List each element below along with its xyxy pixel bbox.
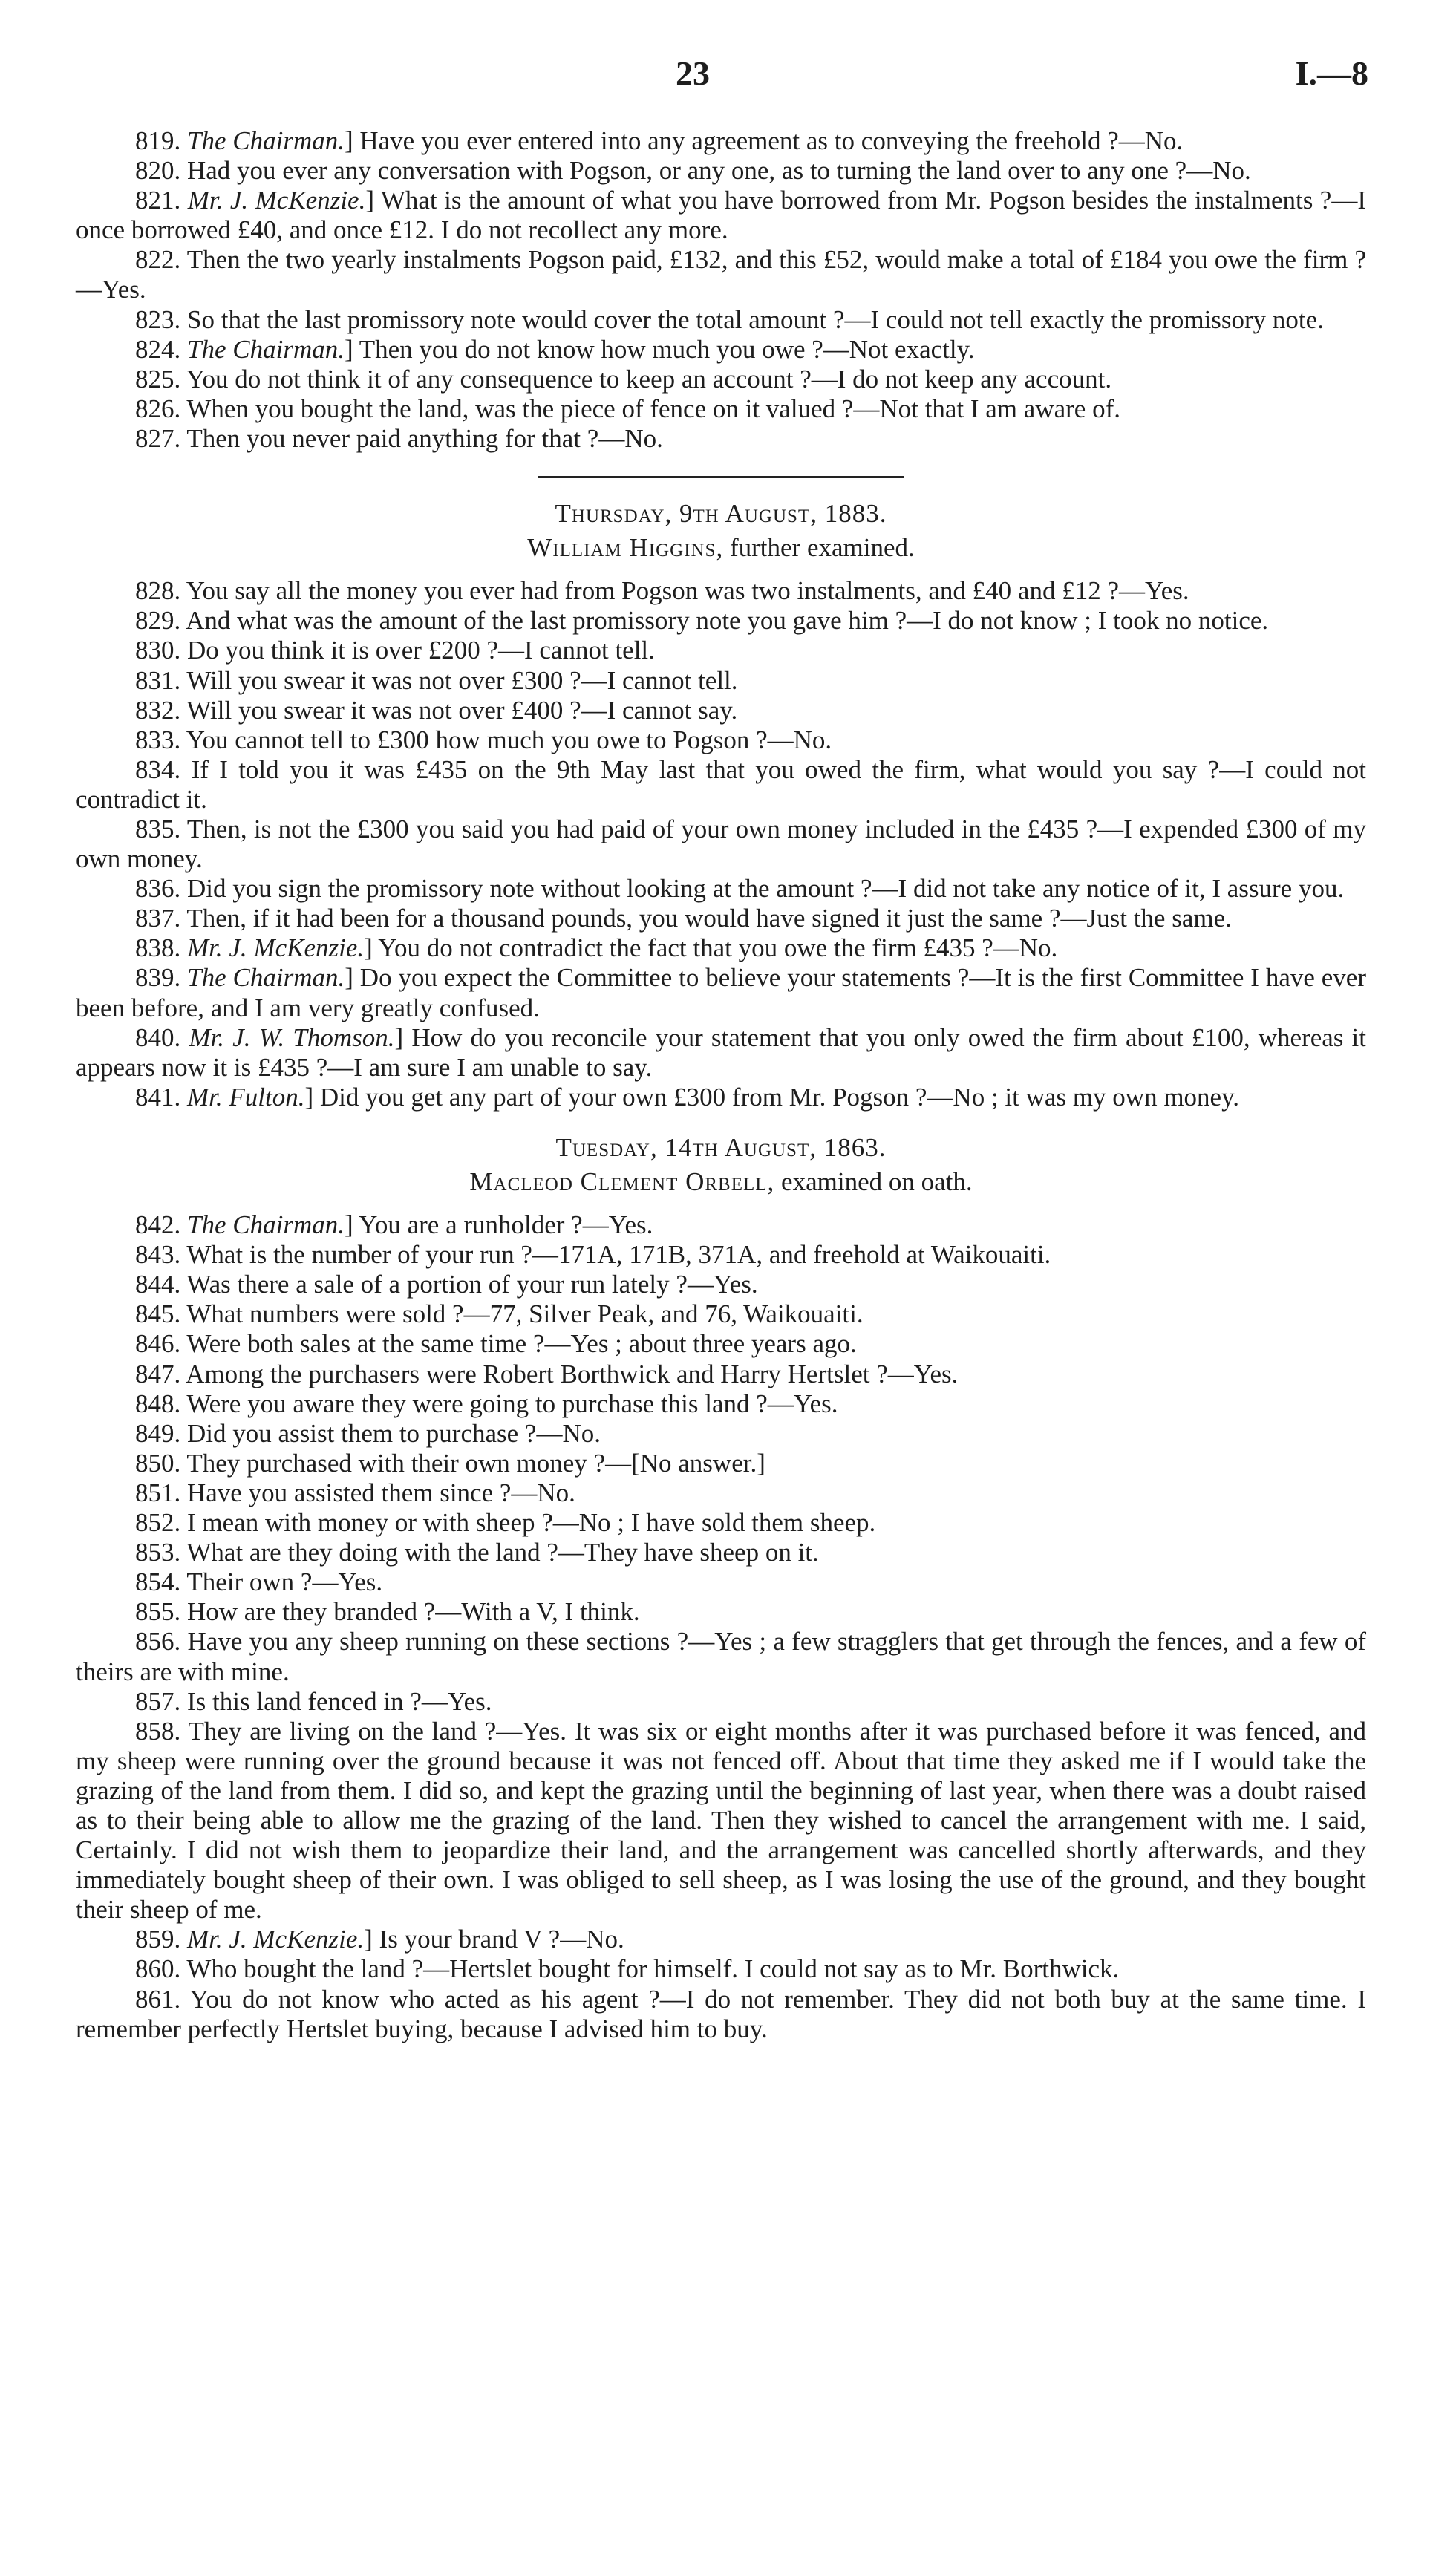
question-answer: 844. Was there a sale of a portion of your run lately ?—Yes. (135, 1270, 758, 1299)
question-answer: 838. Mr. J. McKenzie.] You do not contradict the fact that you owe the firm £435 ?—No. (135, 933, 1058, 963)
question-answer: 850. They purchased with their own money ?—[No answer.] (135, 1448, 765, 1478)
question-answer: 826. When you bought the land, was the piece of fence on it valued ?—Not that I am aware of. (135, 394, 1120, 423)
speaker: Mr. Fulton. (187, 1082, 305, 1112)
speaker: The Chairman. (187, 1210, 345, 1240)
page-number: 23 (676, 54, 710, 92)
question-answer: 835. Then, is not the £300 you said you had paid of your own money included in the £435 ?—I expended £300 of my own money. (76, 814, 1366, 874)
question-answer: 820. Had you ever any conversation with Pogson, or any one, as to turning the land over to any one ?—No. (135, 156, 1251, 186)
sitting-date-tuesday: Tuesday, 14th August, 1863. (555, 1132, 887, 1162)
question-answer: 823. So that the last promissory note would cover the total amount ?—I could not tell exactly the promissory note. (135, 304, 1324, 334)
question-answer: 839. The Chairman.] Do you expect the Committee to believe your statements ?—It is the first Committee I have ever been before, and I am very greatly confused. (76, 963, 1366, 1022)
question-answer: 837. Then, if it had been for a thousand pounds, you would have signed it just the same ?—Just the same. (135, 904, 1232, 933)
speaker: Mr. J. McKenzie. (187, 933, 365, 963)
question-answer: 859. Mr. J. McKenzie.] Is your brand V ?—No. (135, 1925, 624, 1954)
speaker: The Chairman. (187, 126, 345, 155)
questions-block-2 (76, 576, 1366, 1112)
question-answer: 849. Did you assist them to purchase ?—No. (135, 1418, 601, 1448)
speaker: Mr. J. McKenzie. (187, 1925, 365, 1954)
witness-heading-orbell (76, 1167, 1366, 1197)
question-answer: 831. Will you swear it was not over £300 ?—I cannot tell. (135, 665, 738, 695)
question-answer: 860. Who bought the land ?—Hertslet bought for himself. I could not say as to Mr. Borthwick. (135, 1954, 1120, 1984)
question-answer: 858. They are living on the land ?—Yes. It was six or eight months after it was purchased before it was fenced, and my sheep were running over the ground because it was not fenced off. About that time they asked me if I would take the grazing of the land from them. I did so, and kept the grazing until the beginning of last year, when there was a doubt raised as to their being able to allow me the grazing of the land. Then they wished to cancel the arrangement with me. I said, Certainly. I did not wish them to jeopardize their land, and the arrangement was cancelled shortly afterwards, and they immediately bought sheep of their own. I was obliged to sell sheep, as I was losing the use of the ground, and they bought their sheep of me. (76, 1716, 1366, 1925)
question-answer: 854. Their own ?—Yes. (135, 1567, 383, 1597)
question-answer: 847. Among the purchasers were Robert Borthwick and Harry Hertslet ?—Yes. (135, 1359, 959, 1388)
question-answer: 841. Mr. Fulton.] Did you get any part of your own £300 from Mr. Pogson ?—No ; it was my own money. (135, 1082, 1240, 1112)
question-answer: 825. You do not think it of any consequence to keep an account ?—I do not keep any account. (135, 364, 1112, 394)
question-answer: 819. The Chairman.] Have you ever entered into any agreement as to conveying the freehold ?—No. (135, 126, 1184, 155)
question-answer: 830. Do you think it is over £200 ?—I cannot tell. (135, 636, 655, 665)
question-answer: 833. You cannot tell to £300 how much you owe to Pogson ?—No. (135, 725, 832, 754)
question-answer: 853. What are they doing with the land ?—They have sheep on it. (135, 1538, 819, 1567)
question-answer: 840. Mr. J. W. Thomson.] How do you reconcile your statement that you only owed the firm about £100, whereas it appears now it is £435 ?—I am sure I am unable to say. (76, 1022, 1367, 1082)
question-answer: 856. Have you any sheep running on these sections ?—Yes ; a few stragglers that get through the fences, and a few of theirs are with mine. (76, 1627, 1366, 1686)
question-answer: 824. The Chairman.] Then you do not know how much you owe ?—Not exactly. (135, 334, 975, 364)
question-answer: 845. What numbers were sold ?—77, Silver Peak, and 76, Waikouaiti. (135, 1299, 864, 1329)
question-answer: 827. Then you never paid anything for that ?—No. (135, 423, 663, 453)
speaker: Mr. J. W. Thomson. (189, 1022, 395, 1052)
witness-name: William Higgins, (527, 533, 724, 563)
sitting-date-thursday: Thursday, 9th August, 1883. (555, 499, 887, 529)
speaker: Mr. J. McKenzie. (187, 186, 366, 215)
question-answer: 852. I mean with money or with sheep ?—No ; I have sold them sheep. (135, 1508, 876, 1538)
evidence-text (76, 126, 1366, 2044)
question-answer: 846. Were both sales at the same time ?—Yes ; about three years ago. (135, 1329, 857, 1359)
question-answer: 822. Then the two yearly instalments Pogson paid, £132, and this £52, would make a total of £184 you owe the firm ?—Yes. (76, 245, 1366, 304)
question-answer: 829. And what was the amount of the last promissory note you gave him ?—I do not know ; I took no notice. (135, 606, 1269, 636)
question-answer: 848. Were you aware they were going to purchase this land ?—Yes. (135, 1388, 838, 1418)
question-answer: 842. The Chairman.] You are a runholder ?—Yes. (135, 1210, 653, 1240)
witness-note: examined on oath. (774, 1167, 973, 1196)
question-answer: 843. What is the number of your run ?—171A, 171B, 371A, and freehold at Waikouaiti. (135, 1240, 1051, 1270)
question-answer: 851. Have you assisted them since ?—No. (135, 1478, 575, 1507)
section-divider (538, 476, 904, 478)
speaker: The Chairman. (187, 334, 345, 364)
questions-block-3 (76, 1210, 1366, 2044)
question-answer: 821. Mr. J. McKenzie.] What is the amount of what you have borrowed from Mr. Pogson besides the instalments ?—I once borrowed £40, and once £12. I do not recollect any more. (76, 186, 1366, 245)
speaker: The Chairman. (187, 963, 345, 993)
question-answer: 832. Will you swear it was not over £400 ?—I cannot say. (135, 695, 738, 725)
page-header (0, 53, 1456, 105)
witness-note: further examined. (723, 533, 915, 563)
document-reference: I.—8 (1295, 54, 1368, 92)
question-answer: 834. If I told you it was £435 on the 9th May last that you owed the firm, what would you say ?—I could not contradict it. (76, 754, 1366, 814)
witness-name: Macleod Clement Orbell, (469, 1167, 775, 1196)
question-answer: 828. You say all the money you ever had from Pogson was two instalments, and £40 and £12 ?—Yes. (135, 576, 1189, 606)
question-answer: 861. You do not know who acted as his agent ?—I do not remember. They did not both buy at the same time. I remember perfectly Hertslet buying, because I advised him to buy. (76, 1984, 1366, 2043)
question-answer: 836. Did you sign the promissory note without looking at the amount ?—I did not take any notice of it, I assure you. (135, 874, 1345, 904)
question-answer: 857. Is this land fenced in ?—Yes. (135, 1686, 492, 1716)
witness-heading-higgins (76, 533, 1366, 563)
question-answer: 855. How are they branded ?—With a V, I think. (135, 1597, 640, 1627)
questions-block-1 (76, 126, 1366, 454)
